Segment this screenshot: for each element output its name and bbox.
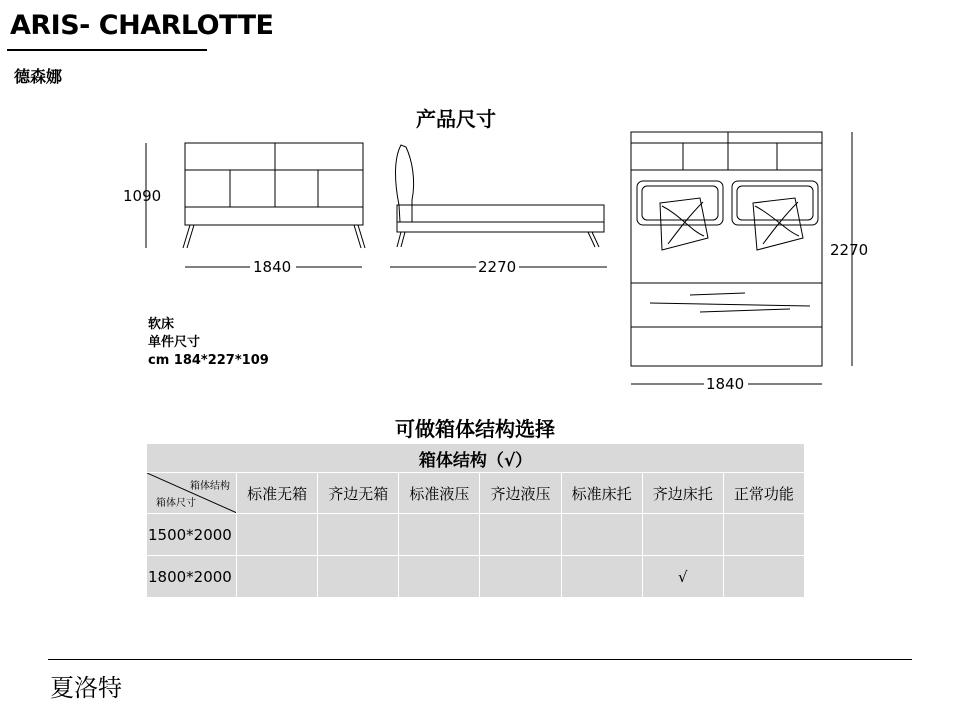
column-header: 标准无箱 (237, 473, 318, 514)
side-length-label: 2270 (478, 258, 517, 276)
table-cell (561, 514, 642, 556)
table-cell (723, 556, 804, 598)
product-subtitle: 德森娜 (14, 67, 63, 86)
corner-structure-label: 箱体结构 (190, 481, 230, 492)
dimensions-heading: 产品尺寸 (416, 107, 496, 131)
table-row (147, 556, 805, 598)
table-cell (399, 556, 480, 598)
column-header: 齐边液压 (480, 473, 561, 514)
table-row (147, 514, 805, 556)
box-structure-table (146, 443, 805, 598)
row-size-cell: 1500*2000 (147, 514, 237, 556)
spec-block (148, 316, 269, 370)
table-cell (723, 514, 804, 556)
column-header: 齐边床托 (642, 473, 723, 514)
spec-size-value: cm 184*227*109 (148, 353, 269, 368)
table-corner-cell (147, 473, 237, 514)
table-cell (642, 514, 723, 556)
top-length-label: 2270 (830, 241, 869, 259)
top-width-label: 1840 (706, 375, 745, 393)
column-header: 齐边无箱 (318, 473, 399, 514)
spec-size-label: 单件尺寸 (148, 335, 201, 350)
spec-category: 软床 (148, 317, 175, 332)
footer-title: 夏洛特 (50, 674, 122, 702)
table-header-row (147, 473, 805, 514)
column-header: 标准液压 (399, 473, 480, 514)
table-cell (237, 556, 318, 598)
table-cell (318, 514, 399, 556)
row-size-cell: 1800*2000 (147, 556, 237, 598)
column-header: 标准床托 (561, 473, 642, 514)
table-title: 箱体结构（√） (147, 444, 805, 473)
side-view-drawing (390, 145, 607, 267)
column-header: 正常功能 (723, 473, 804, 514)
front-height-label: 1090 (123, 187, 162, 205)
top-view-drawing (631, 132, 852, 384)
corner-size-label: 箱体尺寸 (156, 498, 196, 509)
table-cell (318, 556, 399, 598)
table-cell (237, 514, 318, 556)
table-cell (480, 556, 561, 598)
table-cell: √ (642, 556, 723, 598)
front-view-drawing (146, 143, 365, 267)
box-structure-heading: 可做箱体结构选择 (395, 417, 555, 441)
table-cell (480, 514, 561, 556)
brand-title: ARIS- CHARLOTTE (10, 10, 274, 41)
table-cell (399, 514, 480, 556)
footer-rule (48, 659, 912, 660)
table-cell (561, 556, 642, 598)
front-width-label: 1840 (253, 258, 292, 276)
